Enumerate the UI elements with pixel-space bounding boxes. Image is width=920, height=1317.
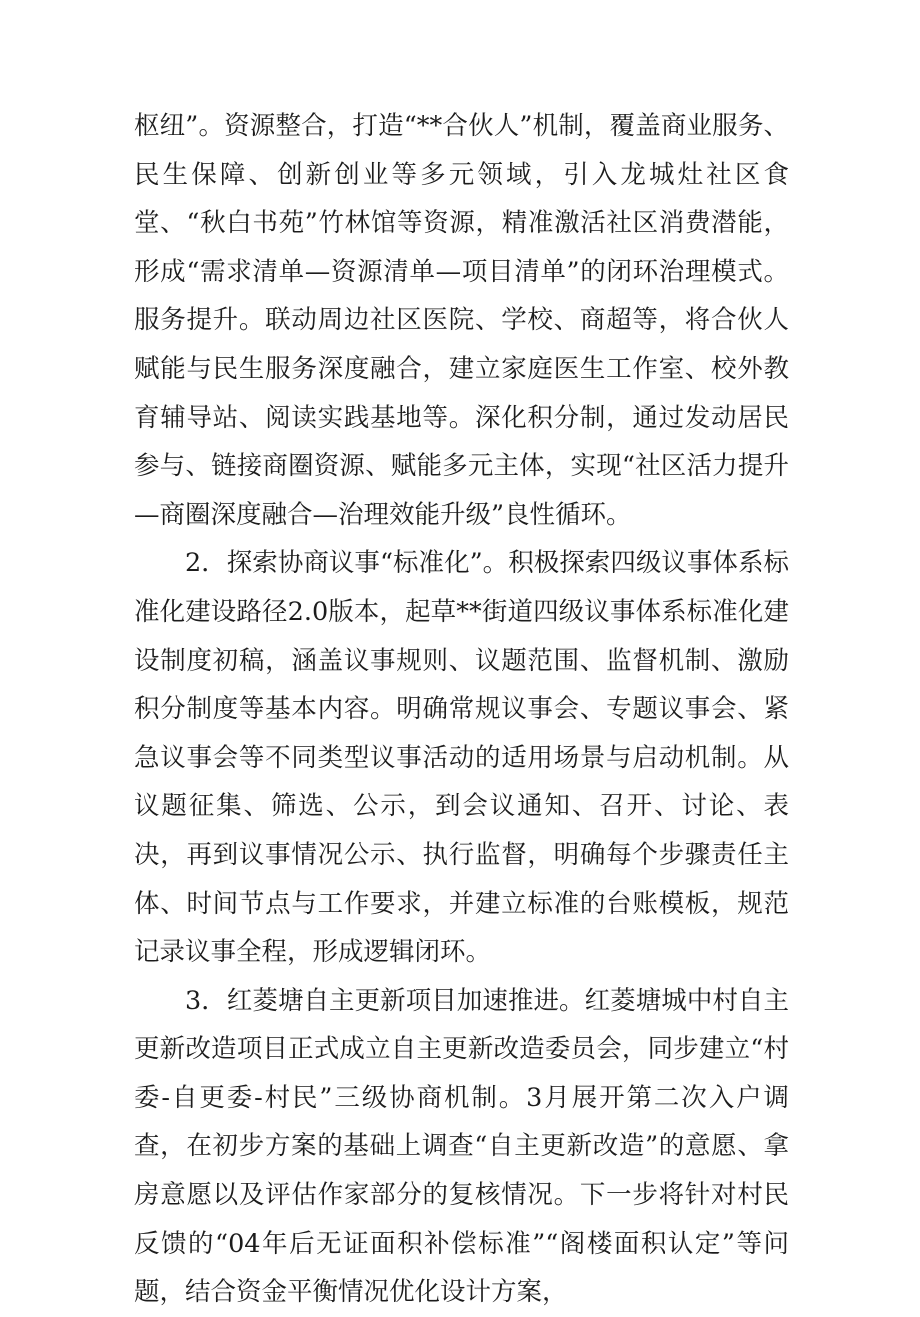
paragraph-item-3: 3．红菱塘自主更新项目加速推进。红菱塘城中村自主更新改造项目正式成立自主更新改造委员会，同步建立“村委-自更委-村民”三级协商机制。3月展开第二次入户调查，在初步方案的基础上调查“自主更新改造”的意愿、拿房意愿以及评估作家部分的复核情况。下一步将针对村民反馈的“04年后无证面积补偿标准”“阁楼面积认定”等问题，结合资金平衡情况优化设计方案，	[134, 985, 789, 1308]
paragraph-continuation: 枢纽”。资源整合，打造“**合伙人”机制，覆盖商业服务、民生保障、创新创业等多元领域，引入龙城灶社区食堂、“秋白书苑”竹林馆等资源，精准激活社区消费潜能，形成“需求清单—资源清单—项目清单”的闭环治理模式。服务提升。联动周边社区医院、学校、商超等，将合伙人赋能与民生服务深度融合，建立家庭医生工作室、校外教育辅导站、阅读实践基地等。深化积分制，通过发动居民参与、链接商圈资源、赋能多元主体，实现“社区活力提升—商圈深度融合—治理效能升级”良性循环。	[134, 111, 789, 530]
paragraph-item-2: 2．探索协商议事“标准化”。积极探索四级议事体系标准化建设路径2.0版本，起草**街道四级议事体系标准化建设制度初稿，涵盖议事规则、议题范围、监督机制、激励积分制度等基本内容。明确常规议事会、专题议事会、紧急议事会等不同类型议事活动的适用场景与启动机制。从议题征集、筛选、公示，到会议通知、召开、讨论、表决，再到议事情况公示、执行监督，明确每个步骤责任主体、时间节点与工作要求，并建立标准的台账模板，规范记录议事全程，形成逻辑闭环。	[134, 548, 789, 968]
body-text	[134, 102, 789, 1317]
